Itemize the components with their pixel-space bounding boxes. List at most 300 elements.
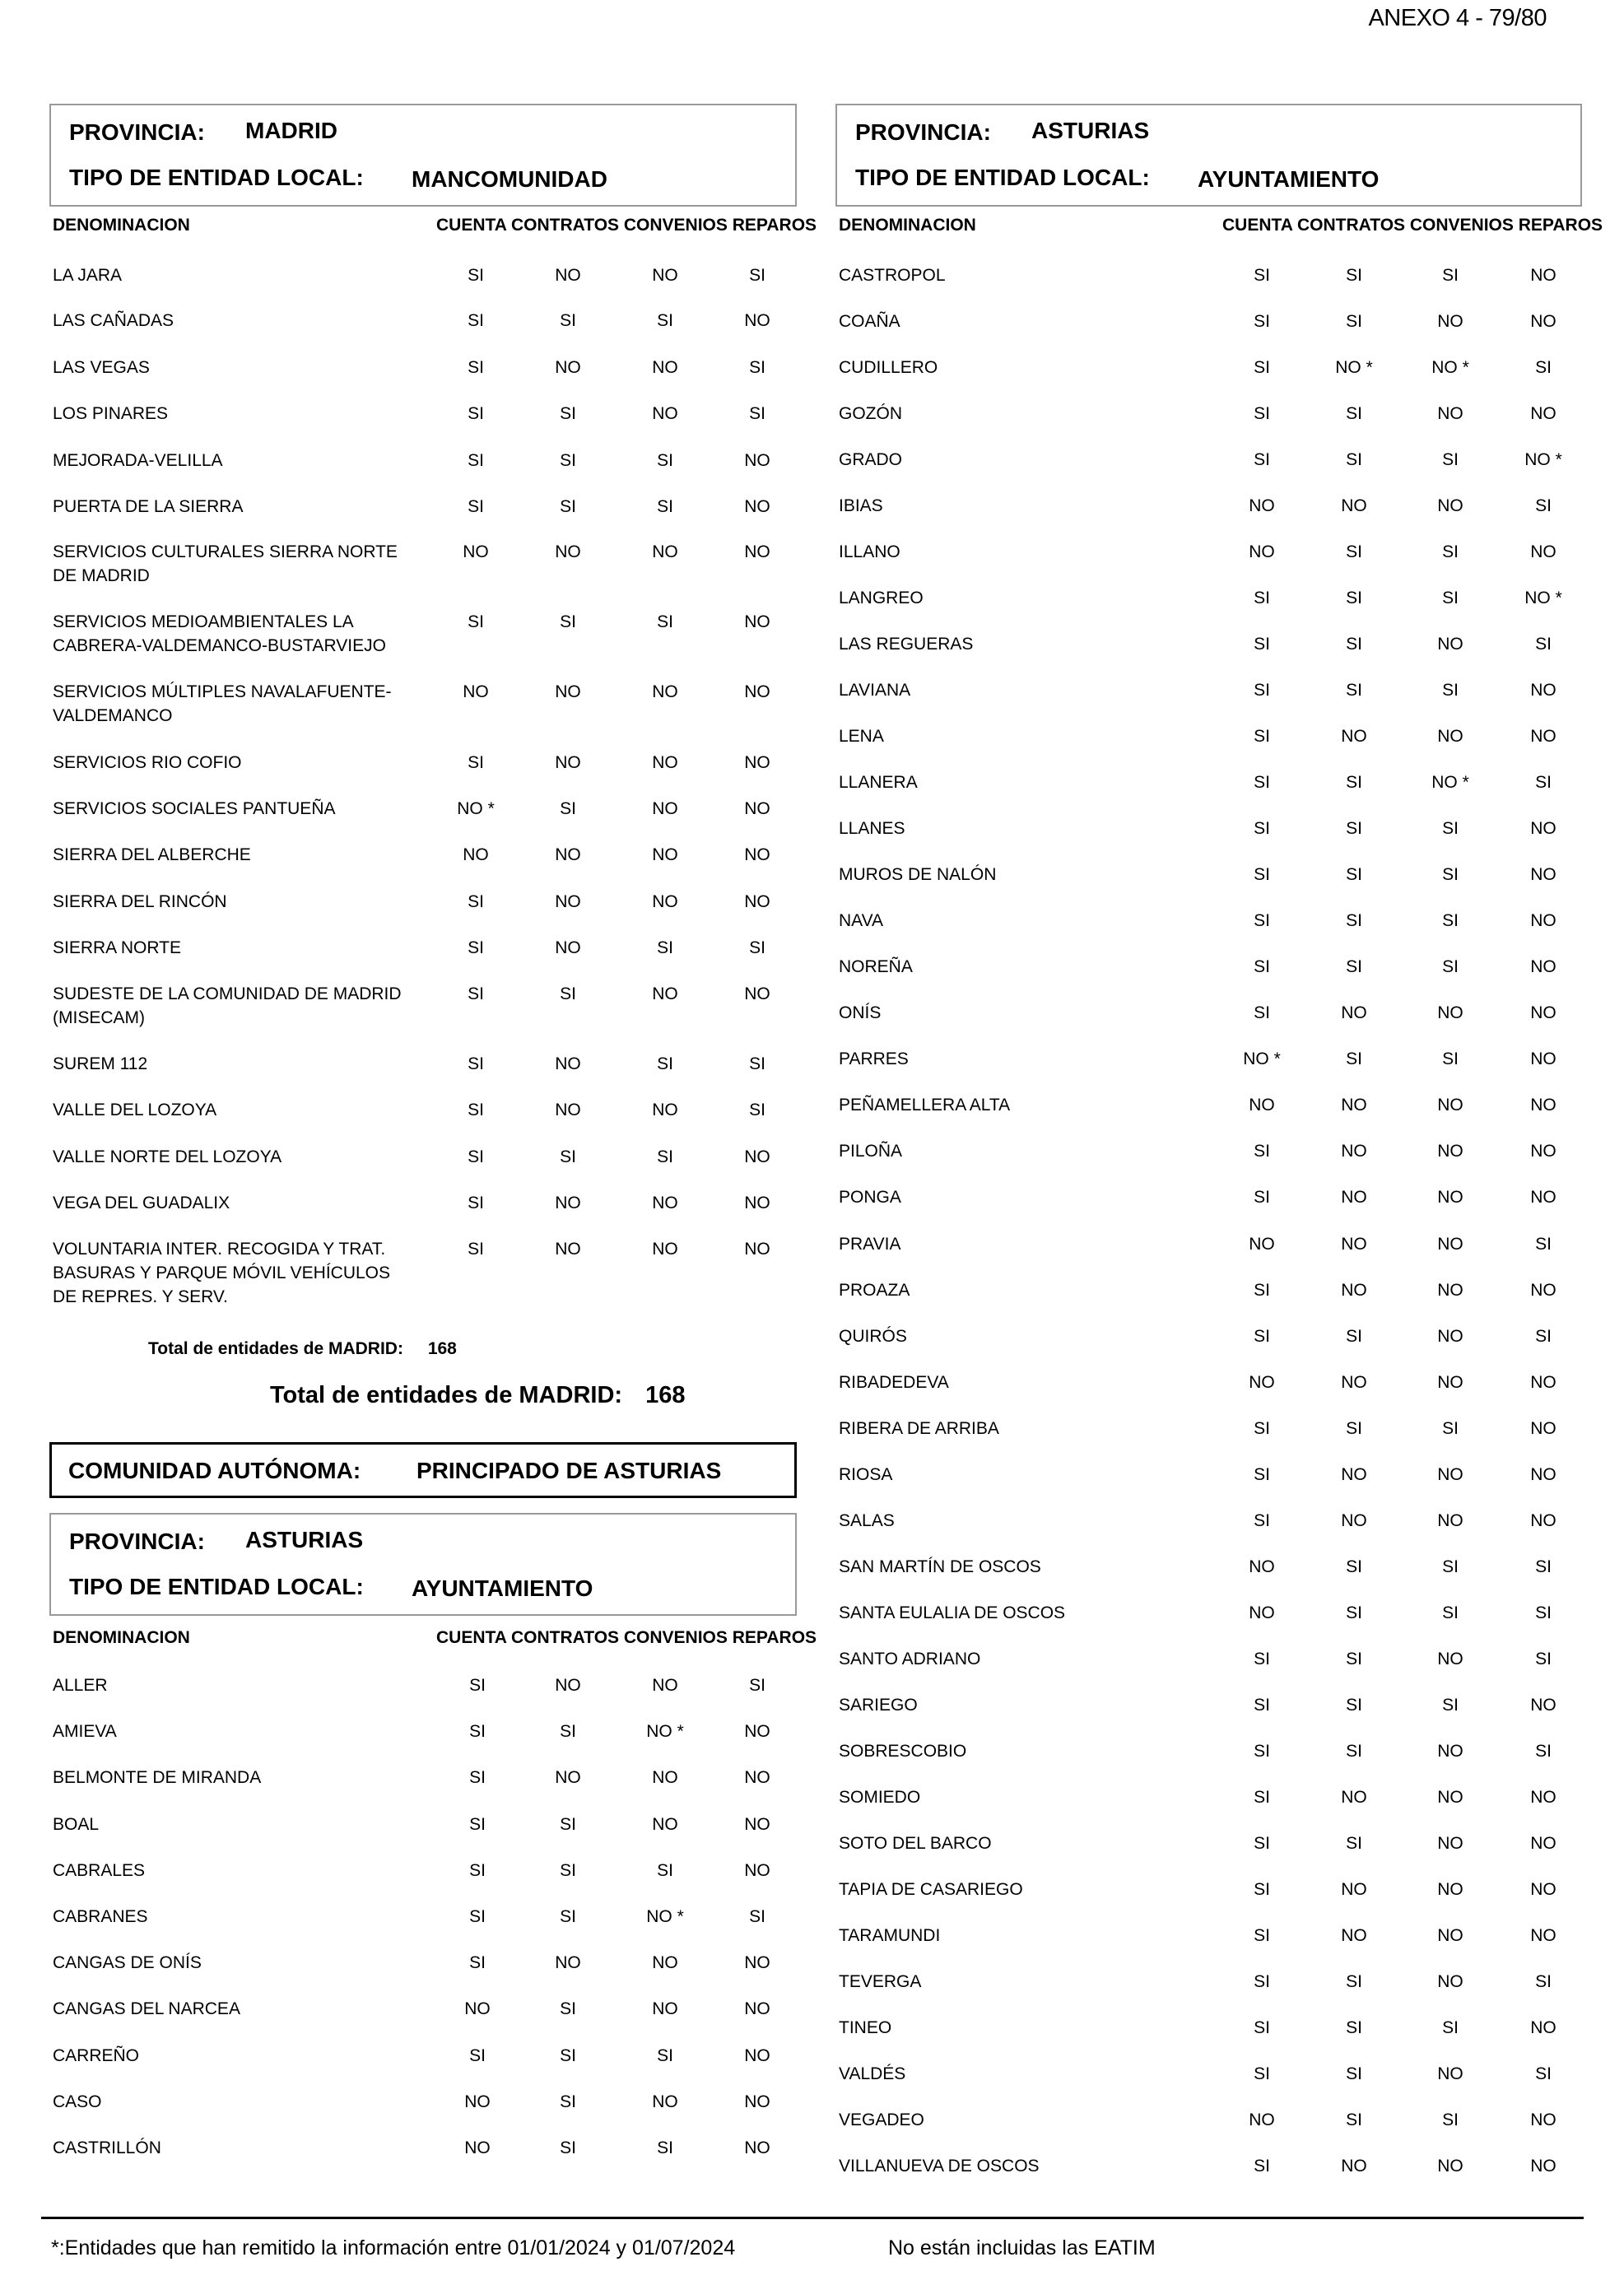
row-cell-reparos: NO <box>744 2138 770 2157</box>
row-cell-cuenta: SI <box>1254 911 1270 930</box>
row-denominacion: ONÍS <box>839 1003 882 1022</box>
row-cell-cuenta: SI <box>468 1194 484 1212</box>
row-cell-cuenta: SI <box>1254 1419 1270 1438</box>
row-cell-convenios: NO <box>652 892 678 911</box>
row-denominacion: CANGAS DEL NARCEA <box>53 1999 240 2018</box>
row-cell-contratos: NO <box>1341 1142 1367 1161</box>
row-cell-cuenta: SI <box>1254 1465 1270 1484</box>
row-denominacion: SUREM 112 <box>53 1054 148 1073</box>
row-denominacion: PONGA <box>839 1188 901 1207</box>
row-cell-reparos: SI <box>749 266 765 285</box>
row-cell-reparos: SI <box>749 1907 765 1926</box>
row-cell-cuenta: SI <box>468 451 484 470</box>
row-cell-convenios: NO <box>652 984 678 1003</box>
row-denominacion: SANTO ADRIANO <box>839 1650 981 1668</box>
row-cell-contratos: SI <box>560 2138 576 2157</box>
row-denominacion: LA JARA <box>53 266 123 285</box>
row-denominacion: LAS CAÑADAS <box>53 311 174 330</box>
row-cell-contratos: SI <box>560 311 576 330</box>
row-cell-convenios: SI <box>1442 819 1459 838</box>
row-denominacion: IBIAS <box>839 496 883 515</box>
column-header-denominacion: DENOMINACION <box>53 1628 190 1647</box>
row-cell-cuenta: SI <box>468 984 484 1003</box>
row-cell-reparos: NO <box>1530 1003 1557 1022</box>
row-cell-reparos: NO <box>1530 266 1557 285</box>
row-cell-convenios: NO <box>652 266 678 285</box>
row-cell-convenios: NO <box>652 1194 678 1212</box>
column-header-denominacion: DENOMINACION <box>839 216 976 235</box>
row-cell-convenios: SI <box>1442 542 1459 561</box>
row-cell-contratos: SI <box>560 984 576 1003</box>
row-cell-reparos: NO <box>744 1194 770 1212</box>
row-cell-contratos: NO <box>555 1194 581 1212</box>
row-cell-convenios: SI <box>1442 1419 1459 1438</box>
asturias-left-provincia-value: ASTURIAS <box>245 1527 364 1552</box>
row-cell-convenios: NO <box>1437 1742 1463 1761</box>
provincia-label: PROVINCIA: <box>69 119 205 145</box>
row-cell-cuenta: SI <box>1254 1788 1270 1807</box>
row-cell-contratos: SI <box>1346 2110 1362 2129</box>
row-cell-contratos: NO <box>1341 1880 1367 1899</box>
row-cell-cuenta: SI <box>1254 1926 1270 1945</box>
row-denominacion: RIBADEDEVA <box>839 1373 949 1392</box>
madrid-tipo-value: MANCOMUNIDAD <box>412 166 607 192</box>
footer-note: *:Entidades que han remitido la información entre 01/01/2024 y 01/07/2024 <box>51 2236 736 2259</box>
row-cell-cuenta: SI <box>468 612 484 631</box>
column-header-values: CUENTA CONTRATOS CONVENIOS REPAROS <box>436 216 817 235</box>
row-cell-reparos: SI <box>1535 635 1552 654</box>
row-cell-cuenta: SI <box>1254 404 1270 423</box>
row-cell-cuenta: SI <box>468 1147 484 1166</box>
row-cell-reparos: NO <box>1530 1419 1557 1438</box>
row-cell-reparos: NO <box>1530 1049 1557 1068</box>
row-denominacion: CUDILLERO <box>839 358 938 377</box>
row-cell-contratos: SI <box>1346 819 1362 838</box>
row-cell-reparos: NO <box>1530 681 1557 700</box>
row-cell-convenios: NO <box>1437 1003 1463 1022</box>
row-cell-contratos: NO <box>1341 1788 1367 1807</box>
row-denominacion: TARAMUNDI <box>839 1926 941 1945</box>
row-denominacion: QUIRÓS <box>839 1327 907 1346</box>
row-cell-contratos: SI <box>1346 450 1362 469</box>
row-cell-cuenta: NO <box>464 1999 491 2018</box>
row-cell-cuenta: SI <box>1254 358 1270 377</box>
row-denominacion: VALLE NORTE DEL LOZOYA <box>53 1147 282 1166</box>
row-cell-cuenta: SI <box>468 892 484 911</box>
row-cell-convenios: SI <box>657 1147 673 1166</box>
row-cell-contratos: NO <box>555 266 581 285</box>
row-cell-contratos: NO <box>1341 496 1367 515</box>
row-cell-reparos: NO <box>1530 1373 1557 1392</box>
row-cell-reparos: SI <box>1535 1650 1552 1668</box>
row-denominacion: PEÑAMELLERA ALTA <box>839 1096 1011 1115</box>
row-cell-convenios: NO <box>652 1815 678 1834</box>
asturias-right-tipo-value: AYUNTAMIENTO <box>1198 166 1380 192</box>
row-cell-convenios: NO <box>1437 1188 1463 1207</box>
row-cell-cuenta: SI <box>1254 727 1270 746</box>
row-cell-convenios: NO * <box>1431 358 1469 377</box>
row-cell-contratos: NO <box>1341 1235 1367 1254</box>
row-cell-cuenta: SI <box>1254 1742 1270 1761</box>
row-cell-convenios: SI <box>1442 865 1459 884</box>
row-denominacion: RIBERA DE ARRIBA <box>839 1419 999 1438</box>
row-cell-contratos: SI <box>560 1861 576 1880</box>
column-header-values: CUENTA CONTRATOS CONVENIOS REPAROS <box>1222 216 1603 235</box>
row-cell-cuenta: SI <box>1254 589 1270 607</box>
row-denominacion: COAÑA <box>839 312 900 331</box>
row-cell-convenios: NO <box>1437 404 1463 423</box>
footer-eatim-note: No están incluidas las EATIM <box>888 2236 1156 2259</box>
row-cell-cuenta: NO <box>1249 1557 1275 1576</box>
row-denominacion: TEVERGA <box>839 1972 922 1991</box>
row-cell-convenios: NO * <box>1431 773 1469 792</box>
row-cell-convenios: NO <box>1437 2064 1463 2083</box>
asturias-right-provincia-value: ASTURIAS <box>1031 118 1150 143</box>
row-cell-convenios: SI <box>1442 2018 1459 2037</box>
row-cell-cuenta: NO <box>1249 542 1275 561</box>
row-cell-contratos: SI <box>1346 589 1362 607</box>
row-denominacion: CABRALES <box>53 1861 146 1880</box>
row-cell-cuenta: SI <box>1254 1511 1270 1530</box>
tipo-label: TIPO DE ENTIDAD LOCAL: <box>69 1574 364 1599</box>
row-cell-contratos: SI <box>1346 681 1362 700</box>
row-denominacion: LLANERA <box>839 773 918 792</box>
row-cell-cuenta: SI <box>1254 1650 1270 1668</box>
row-denominacion: SOTO DEL BARCO <box>839 1834 992 1853</box>
row-cell-convenios: NO <box>1437 2157 1463 2176</box>
row-cell-contratos: NO <box>1341 1373 1367 1392</box>
row-cell-reparos: NO <box>1530 404 1557 423</box>
row-cell-reparos: NO <box>744 799 770 818</box>
row-cell-cuenta: NO <box>1249 1096 1275 1115</box>
row-cell-convenios: SI <box>657 1861 673 1880</box>
row-cell-convenios: SI <box>1442 957 1459 976</box>
row-denominacion: VOLUNTARIA INTER. RECOGIDA Y TRAT. BASURAS Y PARQUE MÓVIL VEHÍCULOS DE REPRES. Y SERV. <box>53 1240 391 1306</box>
row-cell-reparos: NO <box>744 2092 770 2111</box>
row-denominacion: SERVICIOS CULTURALES SIERRA NORTE DE MADRID <box>53 542 398 585</box>
row-denominacion: SIERRA NORTE <box>53 938 181 957</box>
row-cell-convenios: SI <box>657 311 673 330</box>
row-cell-cuenta: NO <box>463 682 489 701</box>
row-cell-contratos: NO <box>555 1240 581 1259</box>
provincia-label: PROVINCIA: <box>69 1529 205 1554</box>
row-denominacion: VEGA DEL GUADALIX <box>53 1194 230 1212</box>
row-cell-reparos: SI <box>1535 1742 1552 1761</box>
row-cell-contratos: NO <box>555 1768 581 1787</box>
row-denominacion: LAS VEGAS <box>53 358 150 377</box>
row-denominacion: VEGADEO <box>839 2110 924 2129</box>
row-denominacion: PROAZA <box>839 1281 910 1300</box>
row-cell-cuenta: SI <box>1254 450 1270 469</box>
row-cell-contratos: SI <box>1346 542 1362 561</box>
row-cell-contratos: NO <box>1341 727 1367 746</box>
row-denominacion: LANGREO <box>839 589 924 607</box>
row-cell-contratos: SI <box>1346 1557 1362 1576</box>
row-cell-cuenta: SI <box>469 2046 486 2065</box>
row-cell-convenios: NO <box>652 404 678 423</box>
row-cell-reparos: NO <box>744 753 770 772</box>
row-cell-reparos: NO <box>744 682 770 701</box>
row-cell-contratos: NO <box>555 682 581 701</box>
row-cell-convenios: NO <box>652 799 678 818</box>
row-cell-cuenta: SI <box>1254 635 1270 654</box>
row-cell-reparos: NO <box>1530 2110 1557 2129</box>
row-cell-convenios: SI <box>657 612 673 631</box>
row-denominacion: LLANES <box>839 819 905 838</box>
row-cell-contratos: SI <box>560 2092 576 2111</box>
row-cell-reparos: NO <box>1530 911 1557 930</box>
row-denominacion: PARRES <box>839 1049 909 1068</box>
row-cell-convenios: NO <box>1437 1096 1463 1115</box>
row-denominacion: SIERRA DEL ALBERCHE <box>53 845 251 864</box>
row-cell-reparos: NO <box>744 311 770 330</box>
row-cell-convenios: NO <box>1437 1650 1463 1668</box>
row-cell-convenios: NO <box>1437 1880 1463 1899</box>
row-cell-contratos: SI <box>1346 1049 1362 1068</box>
row-cell-reparos: NO <box>744 612 770 631</box>
row-cell-contratos: SI <box>560 1907 576 1926</box>
row-denominacion: AMIEVA <box>53 1722 117 1741</box>
row-cell-cuenta: SI <box>1254 819 1270 838</box>
row-cell-cuenta: SI <box>468 311 484 330</box>
row-cell-contratos: NO <box>555 358 581 377</box>
row-denominacion: RIOSA <box>839 1465 893 1484</box>
row-cell-contratos: SI <box>560 1722 576 1741</box>
row-cell-contratos: NO <box>555 1054 581 1073</box>
row-cell-contratos: SI <box>560 404 576 423</box>
row-cell-contratos: SI <box>1346 2064 1362 2083</box>
row-cell-reparos: SI <box>1535 773 1552 792</box>
row-denominacion: SARIEGO <box>839 1696 918 1715</box>
asturias-left-tipo-value: AYUNTAMIENTO <box>412 1575 593 1601</box>
row-cell-convenios: NO <box>652 845 678 864</box>
row-cell-reparos: SI <box>1535 2064 1552 2083</box>
row-denominacion: PUERTA DE LA SIERRA <box>53 497 244 516</box>
row-cell-reparos: NO <box>744 892 770 911</box>
row-denominacion: SAN MARTÍN DE OSCOS <box>839 1557 1041 1576</box>
row-cell-cuenta: SI <box>1254 681 1270 700</box>
row-cell-reparos: NO <box>744 542 770 561</box>
row-cell-convenios: SI <box>657 2138 673 2157</box>
row-denominacion: CASTRILLÓN <box>53 2138 161 2157</box>
row-cell-contratos: NO <box>1341 1096 1367 1115</box>
row-cell-reparos: NO <box>1530 2157 1557 2176</box>
row-cell-cuenta: SI <box>1254 773 1270 792</box>
row-cell-contratos: SI <box>560 2046 576 2065</box>
row-denominacion: TAPIA DE CASARIEGO <box>839 1880 1023 1899</box>
row-cell-contratos: SI <box>1346 1972 1362 1991</box>
row-cell-convenios: SI <box>657 2046 673 2065</box>
row-cell-reparos: NO <box>744 497 770 516</box>
row-cell-reparos: NO <box>1530 957 1557 976</box>
row-denominacion: CASO <box>53 2092 102 2111</box>
row-denominacion: PILOÑA <box>839 1142 903 1161</box>
row-cell-reparos: NO <box>1530 1281 1557 1300</box>
comunidad-label: COMUNIDAD AUTÓNOMA: <box>68 1458 361 1483</box>
row-cell-contratos: SI <box>1346 1834 1362 1853</box>
row-cell-reparos: NO <box>1530 1511 1557 1530</box>
row-denominacion: SIERRA DEL RINCÓN <box>53 892 227 911</box>
row-cell-reparos: NO * <box>1524 450 1562 469</box>
row-cell-convenios: NO <box>1437 1926 1463 1945</box>
row-denominacion: LOS PINARES <box>53 404 169 423</box>
row-cell-cuenta: NO * <box>457 799 495 818</box>
row-cell-cuenta: SI <box>1254 957 1270 976</box>
row-cell-reparos: NO <box>744 1999 770 2018</box>
row-cell-convenios: NO <box>1437 1373 1463 1392</box>
row-denominacion: CANGAS DE ONÍS <box>53 1953 202 1972</box>
row-cell-contratos: NO * <box>1335 358 1373 377</box>
row-denominacion: MEJORADA-VELILLA <box>53 451 223 470</box>
madrid-total <box>270 1382 686 1409</box>
comunidad-autonoma-box <box>49 1442 797 1498</box>
madrid-subtotal-value: 168 <box>427 1339 457 1358</box>
column-header-denominacion: DENOMINACION <box>53 216 190 235</box>
row-denominacion: SERVICIOS SOCIALES PANTUEÑA <box>53 799 336 818</box>
row-cell-convenios: NO <box>652 753 678 772</box>
madrid-subtotal <box>148 1339 457 1359</box>
row-cell-contratos: SI <box>560 497 576 516</box>
row-cell-convenios: SI <box>1442 450 1459 469</box>
row-cell-contratos: NO <box>555 938 581 957</box>
row-cell-reparos: NO <box>1530 819 1557 838</box>
row-denominacion: VALLE DEL LOZOYA <box>53 1101 217 1119</box>
asturias-left-province-box <box>49 1513 797 1616</box>
row-cell-cuenta: NO <box>1249 2110 1275 2129</box>
row-cell-reparos: NO <box>744 2046 770 2065</box>
row-cell-convenios: NO <box>1437 1465 1463 1484</box>
row-cell-reparos: SI <box>749 938 765 957</box>
row-cell-convenios: NO <box>1437 1281 1463 1300</box>
row-cell-reparos: NO <box>744 1722 770 1741</box>
row-cell-convenios: NO <box>652 682 678 701</box>
row-cell-convenios: NO <box>652 1240 678 1259</box>
row-cell-cuenta: SI <box>1254 1003 1270 1022</box>
row-cell-contratos: NO <box>555 542 581 561</box>
row-cell-contratos: NO <box>1341 2157 1367 2176</box>
row-cell-cuenta: SI <box>469 1722 486 1741</box>
row-cell-cuenta: SI <box>1254 1834 1270 1853</box>
row-cell-cuenta: SI <box>469 1768 486 1787</box>
row-cell-contratos: NO <box>555 753 581 772</box>
row-cell-reparos: NO <box>744 845 770 864</box>
madrid-total-label: Total de entidades de MADRID: <box>270 1382 623 1408</box>
row-cell-convenios: NO <box>652 1953 678 1972</box>
row-cell-reparos: SI <box>1535 496 1552 515</box>
row-denominacion: LENA <box>839 727 884 746</box>
row-cell-cuenta: SI <box>468 358 484 377</box>
madrid-province-box <box>49 104 797 207</box>
row-cell-convenios: NO <box>1437 1327 1463 1346</box>
row-denominacion: NAVA <box>839 911 884 930</box>
row-cell-contratos: SI <box>1346 773 1362 792</box>
row-cell-reparos: SI <box>749 1101 765 1119</box>
row-denominacion: NOREÑA <box>839 957 913 976</box>
row-denominacion: SERVICIOS RIO COFIO <box>53 753 242 772</box>
row-denominacion: CASTROPOL <box>839 266 946 285</box>
row-cell-reparos: NO <box>1530 865 1557 884</box>
row-cell-cuenta: NO <box>464 2138 491 2157</box>
madrid-provincia-value: MADRID <box>245 118 337 143</box>
row-cell-convenios: NO * <box>646 1907 684 1926</box>
row-cell-contratos: SI <box>560 799 576 818</box>
row-cell-convenios: NO <box>652 1676 678 1695</box>
row-cell-reparos: NO <box>1530 1096 1557 1115</box>
row-cell-convenios: NO <box>1437 1788 1463 1807</box>
row-cell-convenios: NO <box>1437 496 1463 515</box>
row-cell-contratos: SI <box>1346 312 1362 331</box>
row-cell-cuenta: SI <box>468 1240 484 1259</box>
row-cell-contratos: NO <box>1341 1003 1367 1022</box>
row-cell-reparos: SI <box>1535 1235 1552 1254</box>
row-cell-cuenta: NO * <box>1243 1049 1281 1068</box>
row-denominacion: SERVICIOS MEDIOAMBIENTALES LA CABRERA-VALDEMANCO-BUSTARVIEJO <box>53 612 386 655</box>
row-denominacion: ALLER <box>53 1676 108 1695</box>
row-cell-reparos: NO <box>1530 312 1557 331</box>
row-cell-cuenta: SI <box>468 753 484 772</box>
row-denominacion: SALAS <box>839 1511 895 1530</box>
madrid-total-value: 168 <box>645 1382 686 1408</box>
comunidad-value: PRINCIPADO DE ASTURIAS <box>416 1458 722 1483</box>
row-cell-convenios: SI <box>1442 1049 1459 1068</box>
row-cell-convenios: SI <box>1442 266 1459 285</box>
row-cell-convenios: NO <box>1437 727 1463 746</box>
row-cell-convenios: SI <box>657 451 673 470</box>
row-denominacion: SOMIEDO <box>839 1788 921 1807</box>
asturias-right-province-box <box>835 104 1582 207</box>
row-cell-contratos: SI <box>1346 957 1362 976</box>
row-cell-cuenta: SI <box>1254 1142 1270 1161</box>
row-cell-reparos: SI <box>749 1676 765 1695</box>
row-cell-cuenta: SI <box>1254 312 1270 331</box>
row-cell-reparos: NO <box>1530 1926 1557 1945</box>
row-cell-contratos: SI <box>1346 635 1362 654</box>
row-cell-convenios: NO <box>652 358 678 377</box>
row-cell-contratos: NO <box>555 892 581 911</box>
row-cell-cuenta: SI <box>1254 1696 1270 1715</box>
row-cell-reparos: NO <box>1530 1188 1557 1207</box>
row-denominacion: PRAVIA <box>839 1235 901 1254</box>
row-cell-cuenta: SI <box>469 1953 486 1972</box>
row-denominacion: MUROS DE NALÓN <box>839 865 997 884</box>
row-denominacion: VILLANUEVA DE OSCOS <box>839 2157 1040 2176</box>
row-cell-contratos: NO <box>555 1101 581 1119</box>
row-cell-reparos: NO <box>1530 1880 1557 1899</box>
row-cell-cuenta: SI <box>1254 1880 1270 1899</box>
row-cell-reparos: NO <box>1530 1142 1557 1161</box>
row-cell-contratos: NO <box>1341 1465 1367 1484</box>
row-cell-reparos: SI <box>1535 1972 1552 1991</box>
row-cell-cuenta: SI <box>1254 1188 1270 1207</box>
row-cell-convenios: SI <box>1442 2110 1459 2129</box>
row-cell-reparos: SI <box>1535 358 1552 377</box>
row-cell-reparos: NO <box>744 1147 770 1166</box>
row-cell-reparos: NO <box>1530 1696 1557 1715</box>
row-cell-contratos: NO <box>1341 1188 1367 1207</box>
row-cell-reparos: NO <box>1530 727 1557 746</box>
row-denominacion: BOAL <box>53 1815 100 1834</box>
row-cell-convenios: NO * <box>646 1722 684 1741</box>
row-cell-contratos: NO <box>555 1676 581 1695</box>
row-cell-contratos: SI <box>1346 2018 1362 2037</box>
row-cell-contratos: SI <box>1346 1419 1362 1438</box>
row-cell-convenios: NO <box>652 1101 678 1119</box>
row-denominacion: CABRANES <box>53 1907 148 1926</box>
row-cell-cuenta: NO <box>463 845 489 864</box>
row-cell-cuenta: SI <box>1254 1972 1270 1991</box>
row-cell-reparos: SI <box>749 1054 765 1073</box>
row-denominacion: GOZÓN <box>839 404 902 423</box>
